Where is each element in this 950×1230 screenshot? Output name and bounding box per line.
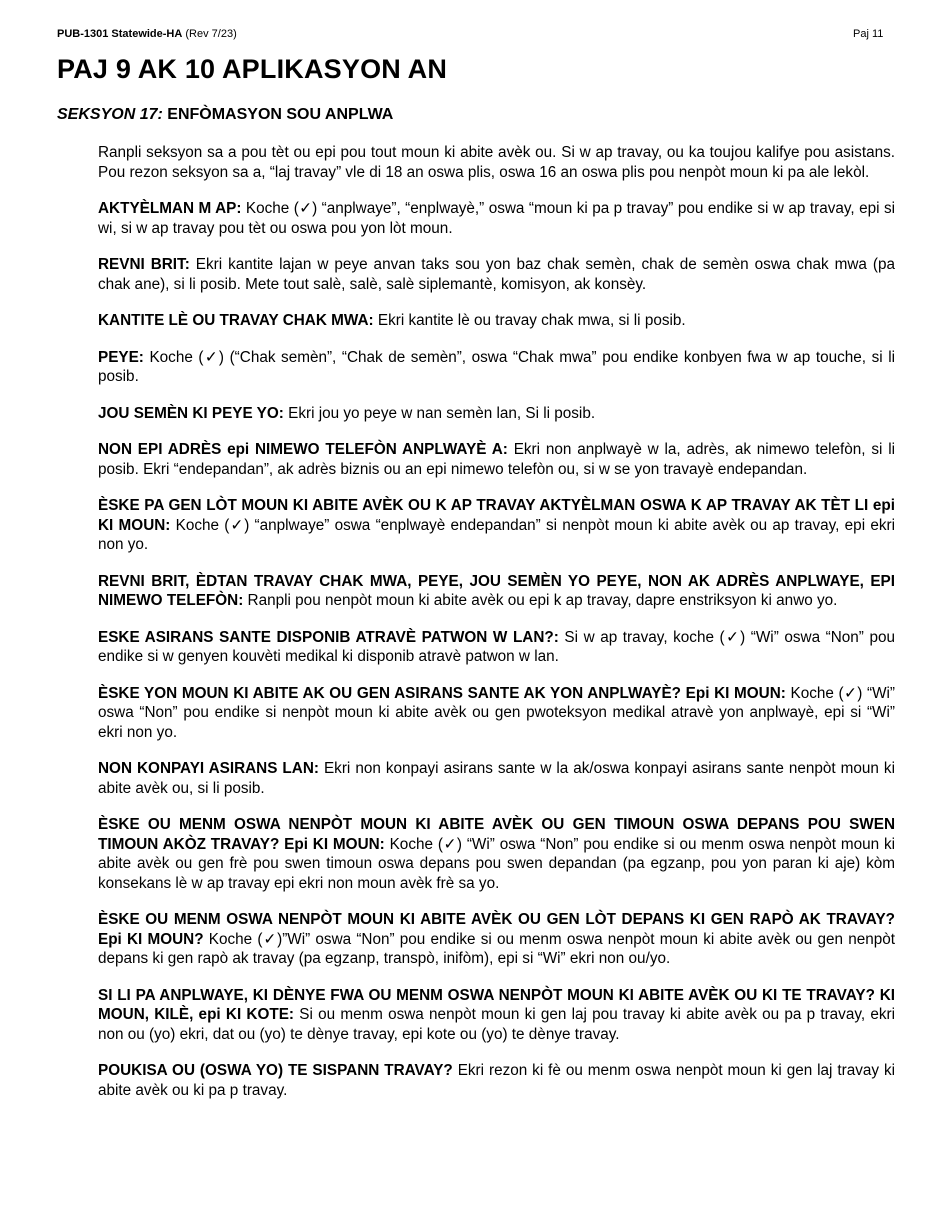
- paragraph-employer-info: NON EPI ADRÈS epi NIMEWO TELEFÒN ANPLWAYÈ A: Ekri non anplwayè w la, adrès, ak nimewo telefòn, si li posib. Ekri “endepandan”, ak adrès biznis ou an epi nimewo telefòn ou, si w se yon travayè endepandan.: [98, 441, 895, 478]
- page-title: PAJ 9 AK 10 APLIKASYON AN: [57, 54, 448, 84]
- page-number: Paj 11: [853, 28, 884, 40]
- paragraph-household-employment: ÈSKE PA GEN LÒT MOUN KI ABITE AVÈK OU K AP TRAVAY AKTYÈLMAN OSWA K AP TRAVAY AK TÈT LI epi KI MOUN: Koche (✓) “anplwaye” oswa “enplwayè endepandan” si nenpòt moun ki abite avèk ou ap travay, epi ekri non yo.: [98, 497, 895, 553]
- section-heading: [57, 106, 393, 124]
- paragraph-insurance-company: NON KONPAYI ASIRANS LAN: Ekri non konpayi asirans sante w la ak/oswa konpayi asirans sante nenpòt moun ki abite avèk ou, si li posib.: [98, 760, 895, 797]
- section-title: ENFÒMASYON SOU ANPLWA: [167, 106, 394, 123]
- paragraph-intro: Ranpli seksyon sa a pou tèt ou epi pou tout moun ki abite avèk ou. Si w ap travay, ou ka toujou kalifye pou asistans. Pou rezon seksyon sa a, “laj travay” vle di 18 an oswa plis, oswa 16 an oswa plis pou nenpòt moun ki pa ale lekòl.: [98, 144, 895, 181]
- paragraph-household-insurance: ÈSKE YON MOUN KI ABITE AK OU GEN ASIRANS SANTE AK YON ANPLWAYÈ? Epi KI MOUN: Koche (✓) “Wi” oswa “Non” pou endike si nenpòt moun ki abite avèk ou gen pwoteksyon medikal atravè yon anplwayè, epi si “Wi” ekri non yo.: [98, 684, 895, 741]
- paragraph-employer-insurance: ESKE ASIRANS SANTE DISPONIB ATRAVÈ PATWON W LAN?: Si w ap travay, koche (✓) “Wi” oswa “Non” pou endike si w genyen kouvèti medikal ki disponib atravè patwon w lan.: [98, 628, 895, 665]
- section-label: SEKSYON 17:: [57, 106, 163, 123]
- instructions-body: [98, 143, 895, 1117]
- paragraph-work-expenses: ÈSKE OU MENM OSWA NENPÒT MOUN KI ABITE AVÈK OU GEN LÒT DEPANS KI GEN RAPÒ AK TRAVAY? Epi KI MOUN? Koche (✓)”Wi” oswa “Non” pou endike si ou menm oswa nenpòt moun ki abite avèk ou gen nenpòt depans ki gen rapò ak travay (pa egzanp, transpò, inifòm), epi si “Wi” ekri non ou/yo.: [98, 911, 895, 967]
- paragraph-stopped-working: POUKISA OU (OSWA YO) TE SISPANN TRAVAY? Ekri rezon ki fè ou menm oswa nenpòt moun ki gen laj travay ki abite avèk ou ki pa p travay.: [98, 1062, 895, 1099]
- paragraph-child-care: ÈSKE OU MENM OSWA NENPÒT MOUN KI ABITE AVÈK OU GEN TIMOUN OSWA DEPANS POU SWEN TIMOUN AKÒZ TRAVAY? Epi KI MOUN: Koche (✓) “Wi” oswa “Non” pou endike si ou menm oswa nenpòt moun ki abite avèk ou gen frè pou swen timoun oswa depans pou swen depandan (pa egzanp, pou yon paran ki aje) kòm konsekans lè w ap travay epi ekri non moun avèk frè sa yo.: [98, 816, 895, 892]
- document-id: [57, 28, 237, 40]
- revision-date: (Rev 7/23): [185, 28, 237, 40]
- paragraph-pay-day: JOU SEMÈN KI PEYE YO: Ekri jou yo peye w nan semèn lan, Si li posib.: [98, 404, 596, 422]
- paragraph-household-details: REVNI BRIT, ÈDTAN TRAVAY CHAK MWA, PEYE, JOU SEMÈN YO PEYE, NON AK ADRÈS ANPLWAYE, EPI NIMEWO TELEFÒN: Ranpli pou nenpòt moun ki abite avèk ou epi k ap travay, dapre enstriksyon ki anwo yo.: [98, 572, 895, 609]
- paragraph-pay-frequency: PEYE: Koche (✓) (“Chak semèn”, “Chak de semèn”, oswa “Chak mwa” pou endike konbyen fwa w ap touche, si li posib.: [98, 348, 895, 385]
- paragraph-current-employment: AKTYÈLMAN M AP: Koche (✓) “anplwaye”, “enplwayè,” oswa “moun ki pa p travay” pou endike si w ap travay, epi si wi, si w ap travay pou tèt ou oswa pou yon lòt moun.: [98, 200, 895, 237]
- form-number: PUB-1301 Statewide-HA: [57, 28, 183, 40]
- paragraph-last-worked: SI LI PA ANPLWAYE, KI DÈNYE FWA OU MENM OSWA NENPÒT MOUN KI ABITE AVÈK OU KI TE TRAVAY? KI MOUN, KILÈ, epi KI KOTE: Si ou menm oswa nenpòt moun ki gen laj pou travay ki abite avèk ou pa p travay, ekri non ou (yo) ekri, dat ou (yo) te dènye travay, epi kote ou (yo) te dènye travay.: [98, 986, 895, 1043]
- paragraph-hours-worked: KANTITE LÈ OU TRAVAY CHAK MWA: Ekri kantite lè ou travay chak mwa, si li posib.: [98, 312, 686, 329]
- paragraph-gross-income: REVNI BRIT: Ekri kantite lajan w peye anvan taks sou yon baz chak semèn, chak de semèn oswa chak mwa (pa chak ane), si li posib. Mete tout salè, salè, salè siplemantè, komisyon, ak konsèy.: [98, 256, 895, 293]
